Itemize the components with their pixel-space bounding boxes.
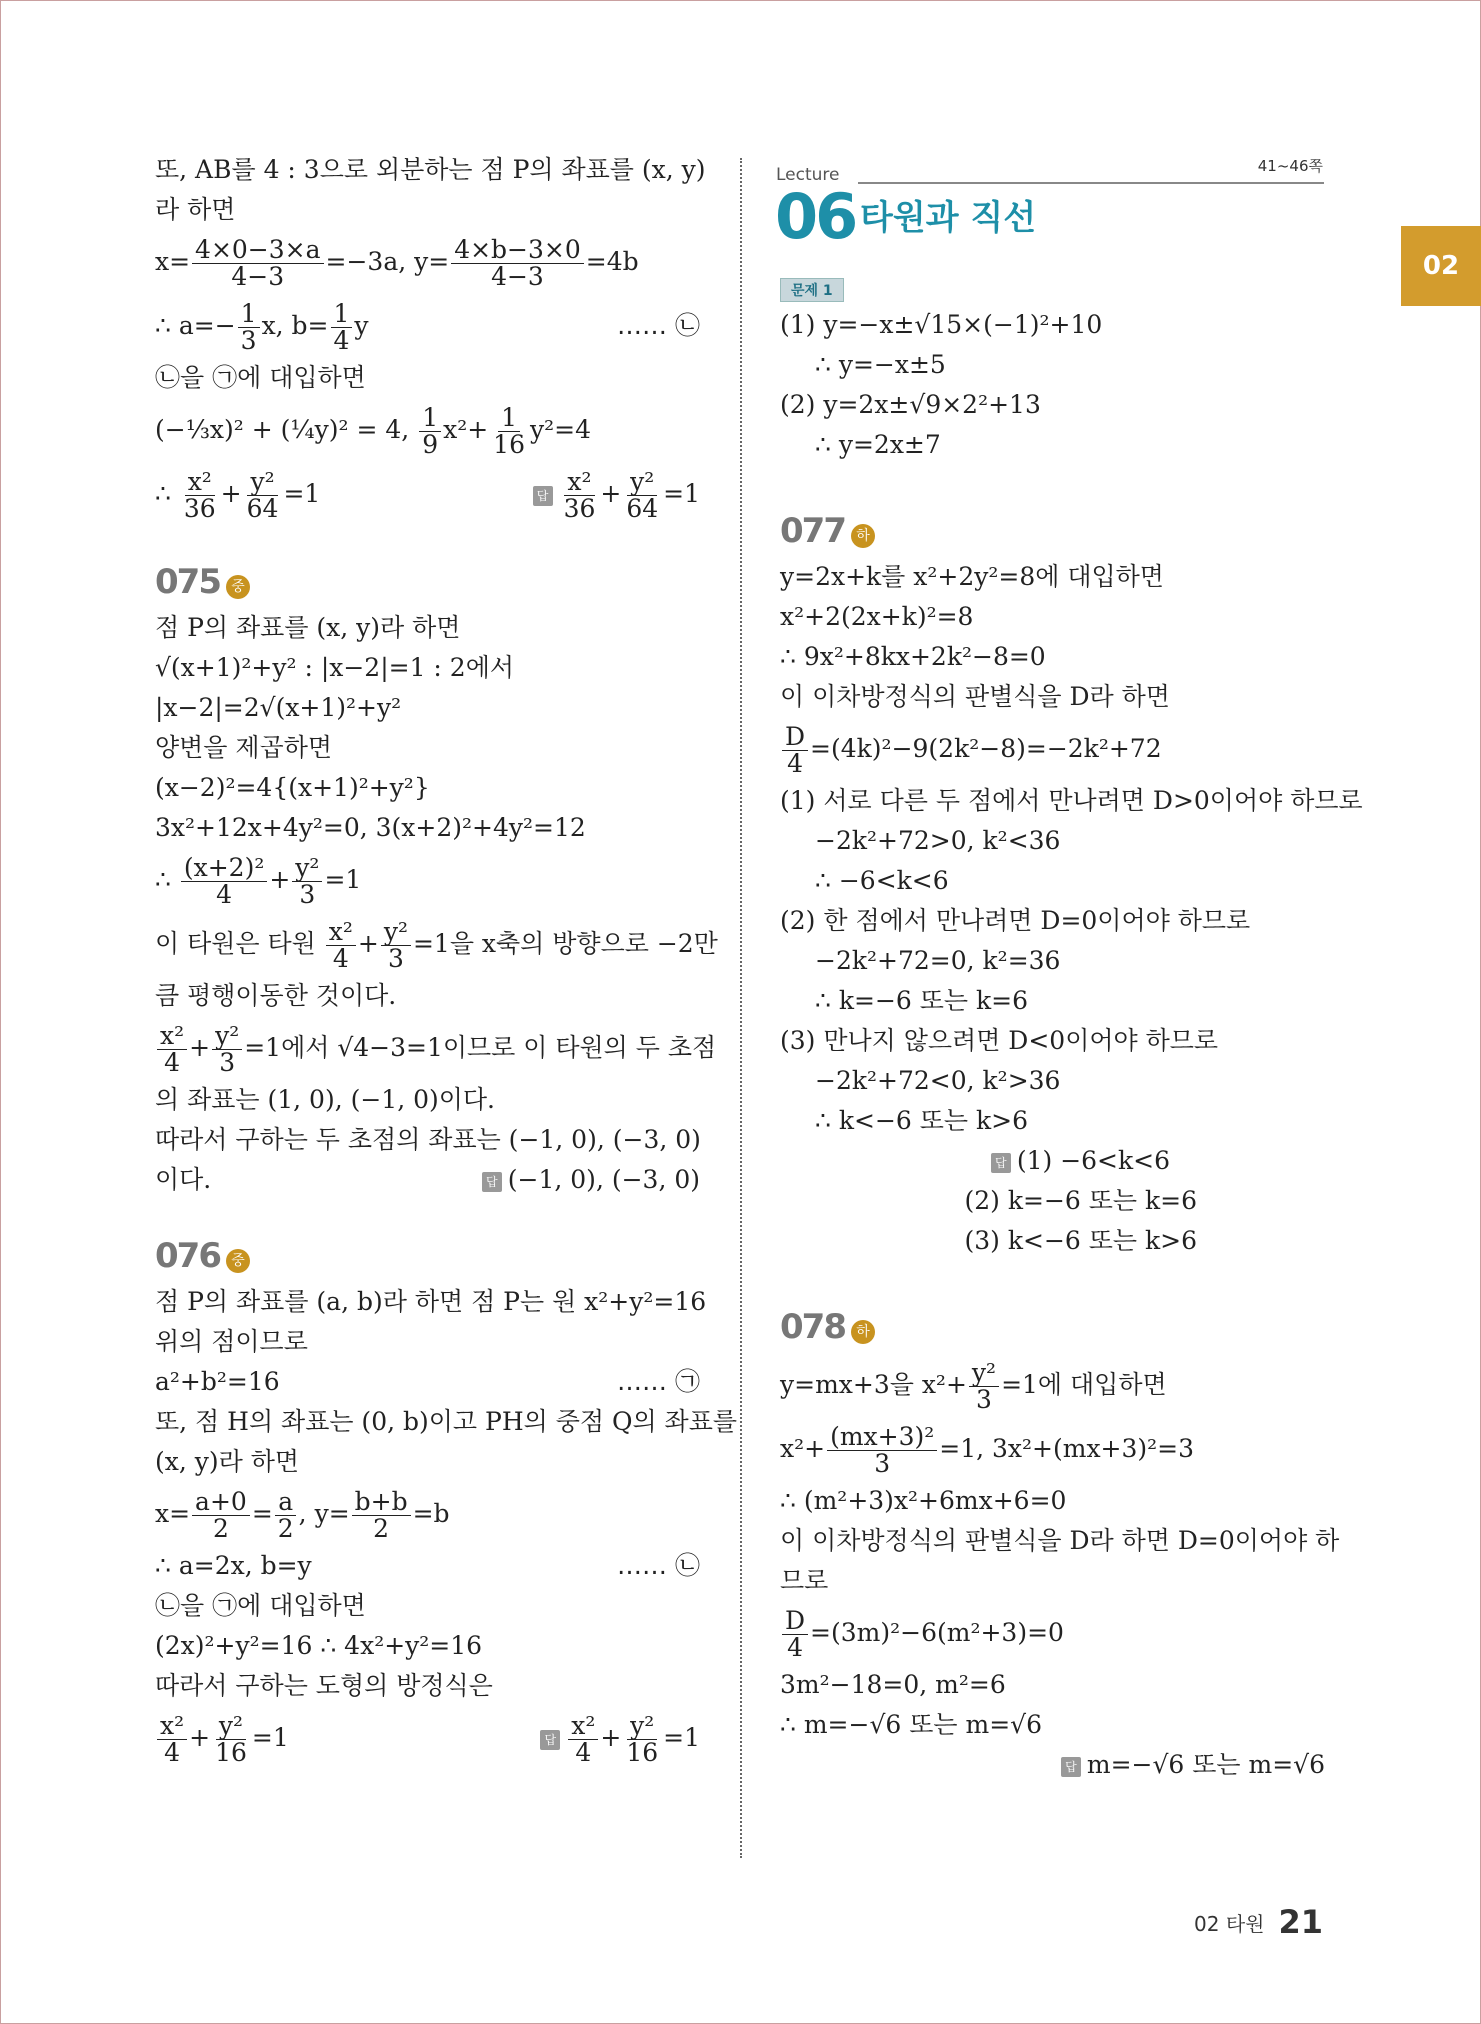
fraction: $\frac{4\times b-3\times 0}{4-3}$ xyxy=(451,237,584,290)
footer-chapter: 02 타원 xyxy=(1194,1911,1265,1936)
math-line: ∴ 9x²+8kx+2k²−8=0 xyxy=(780,642,1046,671)
text-line: 이 이차방정식의 판별식을 D라 하면 D=0이어야 하 xyxy=(780,1526,1340,1555)
text-line: (3) 만나지 않으려면 D<0이어야 하므로 xyxy=(780,1026,1219,1055)
math-line: x²+2(2x+k)²=8 xyxy=(780,602,974,631)
math-line: −2k²+72<0, k²>36 xyxy=(815,1066,1061,1095)
column-divider xyxy=(740,158,742,1858)
math-line: (2x)²+y²=16 ∴ 4x²+y²=16 xyxy=(155,1631,483,1660)
answer-line: (2) k=−6 또는 k=6 xyxy=(964,1186,1197,1215)
level-badge: 중 xyxy=(226,575,250,599)
math-line: ∴ (m²+3)x²+6mx+6=0 xyxy=(780,1486,1067,1515)
math-line: ∴ $\frac{\text{(x+2)²}}{4}$ + $\frac{\text{y²}}{3}$ =1 xyxy=(155,853,362,909)
fraction: $\frac{1}{16}$ xyxy=(493,403,525,459)
math-line: $\frac{D}{4}$ =(4k)²−9(2k²−8)=−2k²+72 xyxy=(780,717,1325,781)
answer: 답 m=−√6 또는 m=√6 xyxy=(780,1745,1325,1785)
fraction: $\frac{1}{4}$ xyxy=(331,301,353,354)
math-line: −2k²+72=0, k²=36 xyxy=(815,946,1061,975)
math-line: √(x+1)²+y² : |x−2|=1 : 2에서 xyxy=(155,653,514,682)
lecture-title: 타원과 직선 xyxy=(860,198,1037,238)
fraction: $\frac{1}{9}$ xyxy=(419,405,441,458)
page-number: 21 xyxy=(1278,1903,1323,1941)
math-line: ∴ a=2x, b=y …… ㉡ xyxy=(155,1546,700,1586)
math-line: −2k²+72>0, k²<36 xyxy=(815,826,1061,855)
answer-line: (3) k<−6 또는 k>6 xyxy=(964,1226,1197,1255)
answer-icon: 답 xyxy=(533,486,553,506)
answer-icon: 답 xyxy=(991,1153,1011,1173)
fraction: $\frac{\text{x²}}{36}$ xyxy=(183,467,216,523)
math-line: |x−2|=2√(x+1)²+y² xyxy=(155,693,402,722)
text-line: $\frac{\text{x²}}{4}$ + $\frac{\text{y²}}{3}$ =1에서 √4−3=1이므로 이 타원의 두 초점 xyxy=(155,1016,700,1080)
math-line: 3x²+12x+4y²=0, 3(x+2)²+4y²=12 xyxy=(155,813,586,842)
text-line: 점 P의 좌표를 (x, y)라 하면 xyxy=(155,613,461,642)
math-line: x²+ $\frac{\text{(mx+3)²}}{3}$ =1, 3x²+(mx+3)²=3 xyxy=(780,1422,1195,1478)
math-line: $\frac{D}{4}$ =(3m)²−6(m²+3)=0 xyxy=(780,1601,1325,1665)
text-line: (x, y)라 하면 xyxy=(155,1447,300,1476)
fraction: $\frac{1}{3}$ xyxy=(238,301,260,354)
right-column xyxy=(780,305,1363,1785)
equation-marker: …… ㉡ xyxy=(617,1551,700,1580)
text-line: y=2x+k를 x²+2y²=8에 대입하면 xyxy=(780,562,1164,591)
text-line: 이다. 답 (−1, 0), (−3, 0) xyxy=(155,1160,700,1200)
text-line: 점 P의 좌표를 (a, b)라 하면 점 P는 원 x²+y²=16 xyxy=(155,1287,707,1316)
text-line: 이 타원은 타원 $\frac{\text{x²}}{4}$ + $\frac{\text{y²}}{3}$ =1을 x축의 방향으로 −2만 xyxy=(155,917,718,973)
math-line: 3m²−18=0, m²=6 xyxy=(780,1670,1006,1699)
math-line: ∴ $\frac{\text{x²}}{36}$ + $\frac{\text{y²}}{64}$ =1 답 $\frac{\text{x²}}{36}$ + $\frac{\text{y²}}{64}$ =1 xyxy=(155,462,700,526)
text-line: ㉡을 ㉠에 대입하면 xyxy=(155,1591,366,1620)
problem-077-heading: 077 하 xyxy=(780,505,1325,557)
problem-076-heading: 076 중 xyxy=(155,1230,700,1282)
text-line: 따라서 구하는 두 초점의 좌표는 (−1, 0), (−3, 0) xyxy=(155,1125,701,1154)
math-line: (1) y=−x±√15×(−1)²+10 xyxy=(780,310,1103,339)
page-footer xyxy=(1194,1903,1323,1941)
page-range: 41~46쪽 xyxy=(1257,157,1323,175)
text-line: 또, 점 H의 좌표는 (0, b)이고 PH의 중점 Q의 좌표를 xyxy=(155,1407,738,1436)
answer-icon: 답 xyxy=(1061,1757,1081,1777)
text-line: (2) 한 점에서 만나려면 D=0이어야 하므로 xyxy=(780,906,1251,935)
text-line: 의 좌표는 (1, 0), (−1, 0)이다. xyxy=(155,1085,496,1114)
answer: 답 $\frac{\text{x²}}{36}$ + $\frac{\text{y²}}{64}$ =1 xyxy=(533,462,700,526)
text-line: 따라서 구하는 도형의 방정식은 xyxy=(155,1671,493,1700)
math-line: ∴ k=−6 또는 k=6 xyxy=(815,986,1028,1015)
equation-marker: …… ㉡ xyxy=(617,311,700,340)
math-line: ∴ k<−6 또는 k>6 xyxy=(815,1106,1028,1135)
problem-tag: 문제 1 xyxy=(780,278,844,302)
math-line: ∴ y=2x±7 xyxy=(815,430,941,459)
math-line: ∴ m=−√6 또는 m=√6 xyxy=(780,1710,1042,1739)
answer: 답 (−1, 0), (−3, 0) xyxy=(482,1160,700,1200)
text-line: y=mx+3을 x²+ $\frac{\text{y²}}{3}$ =1에 대입하면 xyxy=(780,1358,1167,1414)
lecture-label: Lecture xyxy=(776,165,840,185)
text-line: 라 하면 xyxy=(155,195,236,224)
level-badge: 하 xyxy=(851,1320,875,1344)
math-line: ∴ a=− $\frac{1}{3}$ x, b= $\frac{1}{4}$ y …… ㉡ xyxy=(155,294,700,358)
problem-078-heading: 078 하 xyxy=(780,1301,1325,1353)
level-badge: 중 xyxy=(226,1249,250,1273)
left-column xyxy=(155,150,738,1770)
math-line: (−⅓x)² + (¼y)² = 4, $\frac{1}{9}$ x²+ $\frac{1}{16}$ y²=4 xyxy=(155,403,591,459)
level-badge: 하 xyxy=(851,524,875,548)
lecture-number: 06 xyxy=(775,180,856,253)
text-line: 양변을 제곱하면 xyxy=(155,733,332,762)
fraction: $\frac{\text{y²}}{64}$ xyxy=(246,467,279,523)
answer: 답 $\frac{\text{x²}}{4}$ + $\frac{\text{y²}}{16}$ =1 xyxy=(540,1706,700,1770)
math-line: x= $\frac{a+0}{2}$ = $\frac{a}{2}$ , y= $\frac{b+b}{2}$ =b xyxy=(155,1487,450,1543)
text-line: 또, AB를 4 : 3으로 외분하는 점 P의 좌표를 (x, y) xyxy=(155,155,706,184)
equation-marker: …… ㉠ xyxy=(617,1367,700,1396)
math-line: x= $\frac{4\times 0-3\times a}{4-3}$ =−3a, y= $\frac{4\times b-3\times 0}{4-3}$ =4b xyxy=(155,235,639,291)
math-line: (2) y=2x±√9×2²+13 xyxy=(780,390,1041,419)
math-line: ∴ −6<k<6 xyxy=(815,866,949,895)
text-line: 이 이차방정식의 판별식을 D라 하면 xyxy=(780,682,1170,711)
text-line: (1) 서로 다른 두 점에서 만나려면 D>0이어야 하므로 xyxy=(780,786,1363,815)
text-line: 위의 점이므로 xyxy=(155,1327,308,1356)
chapter-tab: 02 xyxy=(1401,226,1481,306)
text-line: ㉡을 ㉠에 대입하면 xyxy=(155,363,366,392)
lecture-rule xyxy=(858,182,1324,184)
problem-075-heading: 075 중 xyxy=(155,556,700,608)
answer-icon: 답 xyxy=(482,1172,502,1192)
math-line: (x−2)²=4{(x+1)²+y²} xyxy=(155,773,430,802)
text-line: 큼 평행이동한 것이다. xyxy=(155,981,397,1010)
text-line: 므로 xyxy=(780,1566,829,1595)
answer-icon: 답 xyxy=(540,1730,560,1750)
math-line: ∴ y=−x±5 xyxy=(815,350,946,379)
math-line: a²+b²=16 …… ㉠ xyxy=(155,1362,700,1402)
answer: 답 (1) −6<k<6 xyxy=(780,1141,1325,1181)
fraction: $\frac{4\times 0-3\times a}{4-3}$ xyxy=(192,237,323,290)
math-line: $\frac{\text{x²}}{4}$ + $\frac{\text{y²}}{16}$ =1 답 $\frac{\text{x²}}{4}$ + $\frac{\text{y²}}{16}$ =1 xyxy=(155,1706,700,1770)
